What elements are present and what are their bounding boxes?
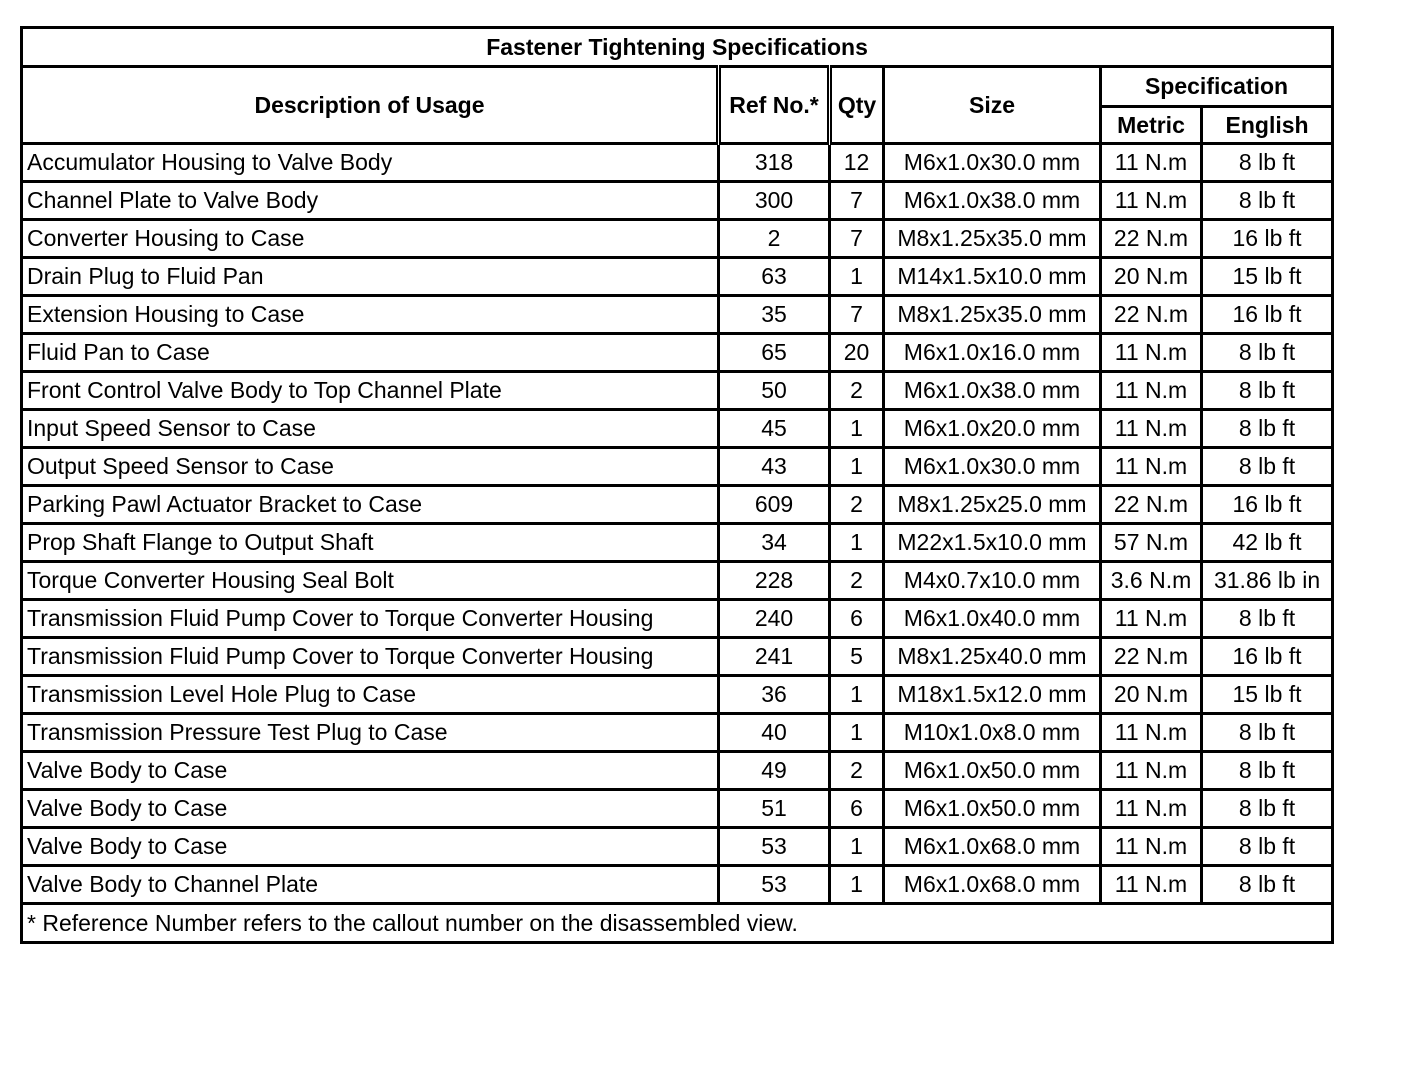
cell-qty: 7: [830, 296, 884, 334]
table-row: [22, 486, 1333, 524]
table-body: [22, 144, 1333, 904]
cell-size: M6x1.0x68.0 mm: [884, 866, 1101, 904]
cell-qty: 2: [830, 372, 884, 410]
cell-english: 8 lb ft: [1202, 448, 1333, 486]
cell-description: Transmission Fluid Pump Cover to Torque Converter Housing: [22, 638, 719, 676]
header-ref-no: Ref No.*: [719, 67, 830, 144]
cell-ref-no: 65: [719, 334, 830, 372]
cell-size: M6x1.0x50.0 mm: [884, 790, 1101, 828]
cell-ref-no: 53: [719, 866, 830, 904]
table-row: [22, 714, 1333, 752]
cell-description: Valve Body to Case: [22, 790, 719, 828]
cell-ref-no: 50: [719, 372, 830, 410]
table-row: [22, 752, 1333, 790]
cell-ref-no: 45: [719, 410, 830, 448]
document-page: [20, 26, 1331, 944]
cell-description: Transmission Fluid Pump Cover to Torque Converter Housing: [22, 600, 719, 638]
cell-metric: 22 N.m: [1101, 638, 1202, 676]
cell-ref-no: 53: [719, 828, 830, 866]
cell-ref-no: 49: [719, 752, 830, 790]
cell-ref-no: 34: [719, 524, 830, 562]
cell-ref-no: 2: [719, 220, 830, 258]
cell-metric: 11 N.m: [1101, 334, 1202, 372]
cell-size: M6x1.0x68.0 mm: [884, 828, 1101, 866]
cell-metric: 20 N.m: [1101, 676, 1202, 714]
cell-english: 8 lb ft: [1202, 714, 1333, 752]
cell-english: 8 lb ft: [1202, 334, 1333, 372]
cell-description: Fluid Pan to Case: [22, 334, 719, 372]
cell-english: 16 lb ft: [1202, 486, 1333, 524]
table-row: [22, 638, 1333, 676]
cell-description: Input Speed Sensor to Case: [22, 410, 719, 448]
cell-size: M6x1.0x20.0 mm: [884, 410, 1101, 448]
cell-description: Valve Body to Channel Plate: [22, 866, 719, 904]
fastener-spec-table: [20, 26, 1334, 944]
cell-ref-no: 609: [719, 486, 830, 524]
cell-qty: 6: [830, 790, 884, 828]
table-row: [22, 258, 1333, 296]
table-row: [22, 524, 1333, 562]
header-qty: Qty: [830, 67, 884, 144]
table-row: [22, 600, 1333, 638]
cell-description: Prop Shaft Flange to Output Shaft: [22, 524, 719, 562]
table-row: [22, 410, 1333, 448]
cell-description: Output Speed Sensor to Case: [22, 448, 719, 486]
cell-description: Accumulator Housing to Valve Body: [22, 144, 719, 182]
cell-metric: 11 N.m: [1101, 144, 1202, 182]
cell-ref-no: 35: [719, 296, 830, 334]
cell-size: M6x1.0x30.0 mm: [884, 144, 1101, 182]
cell-size: M6x1.0x30.0 mm: [884, 448, 1101, 486]
cell-english: 8 lb ft: [1202, 866, 1333, 904]
footnote: * Reference Number refers to the callout number on the disassembled view.: [22, 904, 1333, 943]
cell-size: M14x1.5x10.0 mm: [884, 258, 1101, 296]
cell-ref-no: 36: [719, 676, 830, 714]
table-row: [22, 144, 1333, 182]
cell-qty: 1: [830, 410, 884, 448]
cell-metric: 11 N.m: [1101, 714, 1202, 752]
cell-size: M6x1.0x38.0 mm: [884, 182, 1101, 220]
cell-english: 16 lb ft: [1202, 296, 1333, 334]
cell-description: Channel Plate to Valve Body: [22, 182, 719, 220]
header-english: English: [1202, 107, 1333, 144]
cell-english: 8 lb ft: [1202, 372, 1333, 410]
table-row: [22, 448, 1333, 486]
cell-qty: 1: [830, 828, 884, 866]
cell-qty: 1: [830, 714, 884, 752]
cell-metric: 22 N.m: [1101, 486, 1202, 524]
cell-size: M8x1.25x35.0 mm: [884, 220, 1101, 258]
cell-qty: 20: [830, 334, 884, 372]
cell-ref-no: 241: [719, 638, 830, 676]
cell-english: 15 lb ft: [1202, 676, 1333, 714]
cell-metric: 11 N.m: [1101, 182, 1202, 220]
table-row: [22, 334, 1333, 372]
table-row: [22, 866, 1333, 904]
cell-english: 8 lb ft: [1202, 182, 1333, 220]
cell-qty: 7: [830, 220, 884, 258]
cell-qty: 1: [830, 866, 884, 904]
cell-metric: 11 N.m: [1101, 866, 1202, 904]
cell-size: M6x1.0x16.0 mm: [884, 334, 1101, 372]
cell-metric: 20 N.m: [1101, 258, 1202, 296]
header-size: Size: [884, 67, 1101, 144]
cell-qty: 6: [830, 600, 884, 638]
table-title: Fastener Tightening Specifications: [22, 28, 1333, 67]
table-row: [22, 220, 1333, 258]
cell-metric: 11 N.m: [1101, 828, 1202, 866]
cell-metric: 22 N.m: [1101, 220, 1202, 258]
cell-metric: 11 N.m: [1101, 790, 1202, 828]
table-row: [22, 296, 1333, 334]
cell-size: M8x1.25x35.0 mm: [884, 296, 1101, 334]
cell-english: 8 lb ft: [1202, 600, 1333, 638]
table-row: [22, 828, 1333, 866]
table-row: [22, 562, 1333, 600]
cell-metric: 11 N.m: [1101, 752, 1202, 790]
cell-qty: 1: [830, 448, 884, 486]
cell-english: 8 lb ft: [1202, 828, 1333, 866]
cell-ref-no: 318: [719, 144, 830, 182]
cell-ref-no: 40: [719, 714, 830, 752]
cell-description: Torque Converter Housing Seal Bolt: [22, 562, 719, 600]
cell-ref-no: 228: [719, 562, 830, 600]
cell-english: 8 lb ft: [1202, 790, 1333, 828]
cell-size: M4x0.7x10.0 mm: [884, 562, 1101, 600]
cell-qty: 1: [830, 258, 884, 296]
cell-english: 15 lb ft: [1202, 258, 1333, 296]
cell-metric: 11 N.m: [1101, 410, 1202, 448]
table-row: [22, 790, 1333, 828]
cell-qty: 12: [830, 144, 884, 182]
cell-english: 16 lb ft: [1202, 638, 1333, 676]
cell-description: Front Control Valve Body to Top Channel Plate: [22, 372, 719, 410]
table-row: [22, 182, 1333, 220]
cell-english: 42 lb ft: [1202, 524, 1333, 562]
cell-ref-no: 240: [719, 600, 830, 638]
cell-ref-no: 63: [719, 258, 830, 296]
cell-metric: 11 N.m: [1101, 372, 1202, 410]
header-metric: Metric: [1101, 107, 1202, 144]
cell-english: 16 lb ft: [1202, 220, 1333, 258]
cell-ref-no: 43: [719, 448, 830, 486]
cell-description: Transmission Pressure Test Plug to Case: [22, 714, 719, 752]
cell-qty: 2: [830, 562, 884, 600]
cell-description: Transmission Level Hole Plug to Case: [22, 676, 719, 714]
cell-english: 8 lb ft: [1202, 410, 1333, 448]
cell-description: Valve Body to Case: [22, 828, 719, 866]
cell-metric: 22 N.m: [1101, 296, 1202, 334]
cell-qty: 2: [830, 752, 884, 790]
cell-size: M10x1.0x8.0 mm: [884, 714, 1101, 752]
cell-qty: 2: [830, 486, 884, 524]
cell-size: M6x1.0x38.0 mm: [884, 372, 1101, 410]
cell-ref-no: 51: [719, 790, 830, 828]
cell-description: Converter Housing to Case: [22, 220, 719, 258]
table-row: [22, 676, 1333, 714]
cell-description: Extension Housing to Case: [22, 296, 719, 334]
cell-metric: 11 N.m: [1101, 448, 1202, 486]
cell-size: M8x1.25x25.0 mm: [884, 486, 1101, 524]
cell-description: Drain Plug to Fluid Pan: [22, 258, 719, 296]
cell-description: Valve Body to Case: [22, 752, 719, 790]
cell-size: M8x1.25x40.0 mm: [884, 638, 1101, 676]
cell-size: M18x1.5x12.0 mm: [884, 676, 1101, 714]
cell-metric: 11 N.m: [1101, 600, 1202, 638]
cell-qty: 1: [830, 676, 884, 714]
cell-english: 8 lb ft: [1202, 752, 1333, 790]
cell-size: M22x1.5x10.0 mm: [884, 524, 1101, 562]
header-description: Description of Usage: [22, 67, 719, 144]
cell-description: Parking Pawl Actuator Bracket to Case: [22, 486, 719, 524]
cell-qty: 1: [830, 524, 884, 562]
cell-metric: 57 N.m: [1101, 524, 1202, 562]
cell-qty: 5: [830, 638, 884, 676]
cell-size: M6x1.0x50.0 mm: [884, 752, 1101, 790]
cell-ref-no: 300: [719, 182, 830, 220]
cell-qty: 7: [830, 182, 884, 220]
cell-size: M6x1.0x40.0 mm: [884, 600, 1101, 638]
header-specification: Specification: [1101, 67, 1333, 107]
table-row: [22, 372, 1333, 410]
cell-metric: 3.6 N.m: [1101, 562, 1202, 600]
cell-english: 31.86 lb in: [1202, 562, 1333, 600]
cell-english: 8 lb ft: [1202, 144, 1333, 182]
